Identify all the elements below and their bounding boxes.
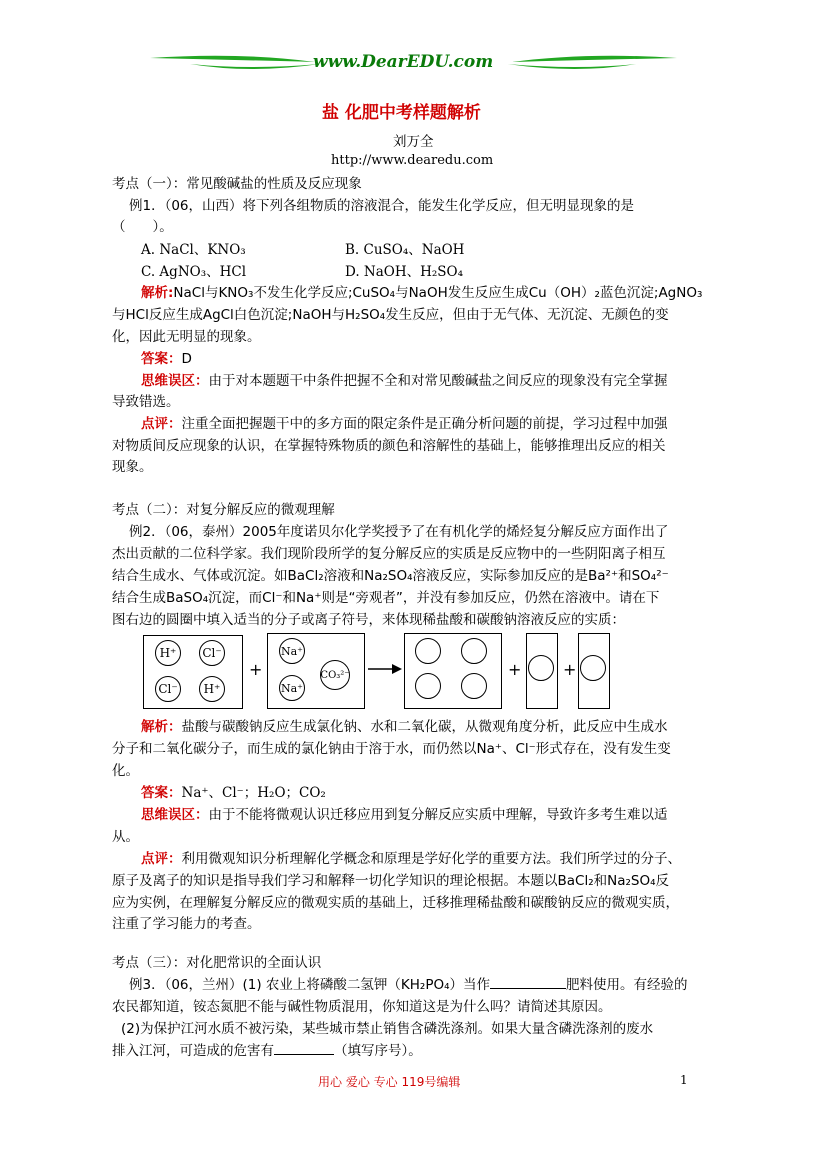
plus-sign: + bbox=[249, 660, 263, 679]
header-logo bbox=[150, 50, 677, 76]
s2-misconception-text-1: 由于不能将微观认识迁移应用到复分解反应实质中理解，导致许多考生难以适 bbox=[208, 807, 668, 823]
page-number: 1 bbox=[680, 1073, 688, 1087]
answer-circle[interactable] bbox=[461, 638, 487, 664]
s1-answer-label: 答案： bbox=[141, 351, 182, 367]
leaf-swoosh-left-icon bbox=[150, 50, 330, 76]
s1-answer-text: D bbox=[181, 351, 192, 367]
ion-circle: H⁺ bbox=[199, 676, 225, 702]
s1-option-b: B. CuSO₄、NaOH bbox=[345, 242, 465, 258]
s1-comment-text-1: 注重全面把握题干中的多方面的限定条件是正确分析问题的前提，学习过程中加强 bbox=[181, 416, 668, 432]
section3-heading: 考点（三）：对化肥常识的全面认识 bbox=[112, 955, 322, 971]
s3-question-4 bbox=[112, 1041, 422, 1061]
plus-sign: + bbox=[508, 660, 522, 679]
plus-sign: + bbox=[563, 660, 577, 679]
footer-text: 用心 爱心 专心 119号编辑 bbox=[318, 1075, 461, 1089]
answer-blank[interactable] bbox=[274, 1042, 334, 1055]
doc-title: 盐 化肥中考样题解析 bbox=[322, 103, 481, 123]
s1-comment-text-3: 现象。 bbox=[112, 459, 153, 475]
s1-answer bbox=[141, 349, 192, 369]
ion-circle: Cl⁻ bbox=[155, 676, 181, 702]
s2-question-3: 结合生成水、气体或沉淀。如BaCl₂溶液和Na₂SO₄溶液反应，实际参加反应的是Ba²⁺和SO₄²⁻ bbox=[112, 568, 669, 584]
ion-circle: Cl⁻ bbox=[199, 640, 225, 666]
s1-option-d: D. NaOH、H₂SO₄ bbox=[345, 264, 464, 280]
s2-question-4: 结合生成BaSO₄沉淀，而Cl⁻和Na⁺则是“旁观者”，并没有参加反应，仍然在溶液中。请在下 bbox=[112, 590, 660, 606]
reaction-arrow-icon bbox=[368, 663, 402, 675]
leaf-swoosh-right-icon bbox=[497, 50, 677, 76]
s2-question-5: 图右边的圆圈中填入适当的分子或离子符号，来体现稀盐酸和碳酸钠溶液反应的实质： bbox=[112, 612, 625, 628]
s2-misconception-label: 思维误区： bbox=[141, 807, 209, 823]
s1-comment-text-2: 对物质间反应现象的认识，在掌握特殊物质的颜色和溶解性的基础上，能够推理出反应的相关 bbox=[112, 438, 666, 454]
logo-text: www.DearEDU.com bbox=[313, 52, 494, 72]
s1-misconception bbox=[141, 371, 668, 391]
s1-option-a: A. NaCl、KNO₃ bbox=[141, 242, 246, 258]
s1-comment bbox=[141, 414, 668, 434]
section1-heading: 考点（一）：常见酸碱盐的性质及反应现象 bbox=[112, 176, 362, 192]
s1-jiexi-text-1: NaCl与KNO₃不发生化学反应;CuSO₄与NaOH发生反应生成Cu（OH）₂蓝色沉淀;AgNO₃ bbox=[173, 285, 703, 301]
s1-jiexi-label: 解析: bbox=[141, 285, 174, 301]
ion-circle: CO₃²⁻ bbox=[320, 660, 350, 690]
s2-jiexi-label: 解析： bbox=[141, 719, 182, 735]
s2-misconception-text-2: 从。 bbox=[112, 829, 139, 845]
s1-jiexi-text-2: 与HCl反应生成AgCl白色沉淀;NaOH与H₂SO₄发生反应，但由于无气体、无沉淀、无颜色的变 bbox=[112, 307, 669, 323]
s2-answer-text: Na⁺、Cl⁻；H₂O；CO₂ bbox=[181, 785, 326, 801]
s3-question-1b: 肥料使用。有经验的 bbox=[566, 977, 688, 993]
answer-circle[interactable] bbox=[580, 655, 606, 681]
s3-question-1 bbox=[129, 975, 688, 995]
doc-url: http://www.dearedu.com bbox=[331, 153, 494, 168]
s1-question: 例1．（06，山西）将下列各组物质的溶液混合，能发生化学反应，但无明显现象的是 bbox=[129, 198, 635, 214]
answer-blank[interactable] bbox=[490, 976, 566, 989]
s1-question-cont: （ ）。 bbox=[112, 219, 173, 235]
section2-heading: 考点（二）：对复分解反应的微观理解 bbox=[112, 502, 335, 518]
s2-comment-text-3: 应为实例，在理解复分解反应的微观实质的基础上，迁移推理稀盐酸和碳酸钠反应的微观实质， bbox=[112, 895, 679, 911]
s1-jiexi-text-3: 化，因此无明显的现象。 bbox=[112, 329, 261, 345]
s1-jiexi bbox=[141, 283, 702, 303]
s2-comment-text-1: 利用微观知识分析理解化学概念和原理是学好化学的重要方法。我们所学过的分子、 bbox=[181, 851, 681, 867]
ion-circle: H⁺ bbox=[155, 640, 181, 666]
s3-question-1a: 例3．（06，兰州）(1) 农业上将磷酸二氢钾（KH₂PO₄）当作 bbox=[129, 977, 491, 993]
ion-circle: Na⁺ bbox=[279, 675, 305, 701]
s2-question-2: 杰出贡献的二位科学家。我们现阶段所学的复分解反应的实质是反应物中的一些阴阳离子相互 bbox=[112, 546, 666, 562]
s2-comment-text-2: 原子及离子的知识是指导我们学习和解释一切化学知识的理论根据。本题以BaCl₂和Na₂SO₄反 bbox=[112, 873, 670, 889]
answer-circle[interactable] bbox=[528, 655, 554, 681]
answer-circle[interactable] bbox=[415, 638, 441, 664]
s2-answer bbox=[141, 783, 326, 803]
s3-question-4b: （填写序号）。 bbox=[334, 1043, 422, 1059]
s2-comment-text-4: 注重了学习能力的考查。 bbox=[112, 916, 261, 932]
s1-comment-label: 点评： bbox=[141, 416, 182, 432]
s2-comment-label: 点评： bbox=[141, 851, 182, 867]
s1-option-c: C. AgNO₃、HCl bbox=[141, 264, 247, 280]
s1-misconception-text-1: 由于对本题题干中条件把握不全和对常见酸碱盐之间反应的现象没有完全掌握 bbox=[208, 373, 668, 389]
answer-circle[interactable] bbox=[415, 673, 441, 699]
s2-jiexi bbox=[141, 717, 668, 737]
s2-jiexi-text-3: 化。 bbox=[112, 763, 139, 779]
s2-misconception bbox=[141, 805, 668, 825]
answer-circle[interactable] bbox=[461, 673, 487, 699]
s2-comment bbox=[141, 849, 681, 869]
s1-misconception-text-2: 导致错选。 bbox=[112, 394, 180, 410]
s3-question-4a: 排入江河，可造成的危害有 bbox=[112, 1043, 274, 1059]
s2-answer-label: 答案： bbox=[141, 785, 182, 801]
s3-question-2: 农民都知道，铵态氮肥不能与碱性物质混用，你知道这是为什么吗？请简述其原因。 bbox=[112, 999, 612, 1015]
s1-misconception-label: 思维误区： bbox=[141, 373, 209, 389]
s2-jiexi-text-1: 盐酸与碳酸钠反应生成氯化钠、水和二氧化碳，从微观角度分析，此反应中生成水 bbox=[181, 719, 668, 735]
s3-question-3: (2)为保护江河水质不被污染，某些城市禁止销售含磷洗涤剂。如果大量含磷洗涤剂的废水 bbox=[121, 1021, 654, 1037]
doc-author: 刘万全 bbox=[393, 134, 434, 150]
ion-circle: Na⁺ bbox=[279, 638, 305, 664]
s2-question-1: 例2．（06，泰州）2005年度诺贝尔化学奖授予了在有机化学的烯烃复分解反应方面作出了 bbox=[129, 524, 669, 540]
s2-jiexi-text-2: 分子和二氧化碳分子，而生成的氯化钠由于溶于水，而仍然以Na⁺、Cl⁻形式存在，没有发生变 bbox=[112, 741, 671, 757]
